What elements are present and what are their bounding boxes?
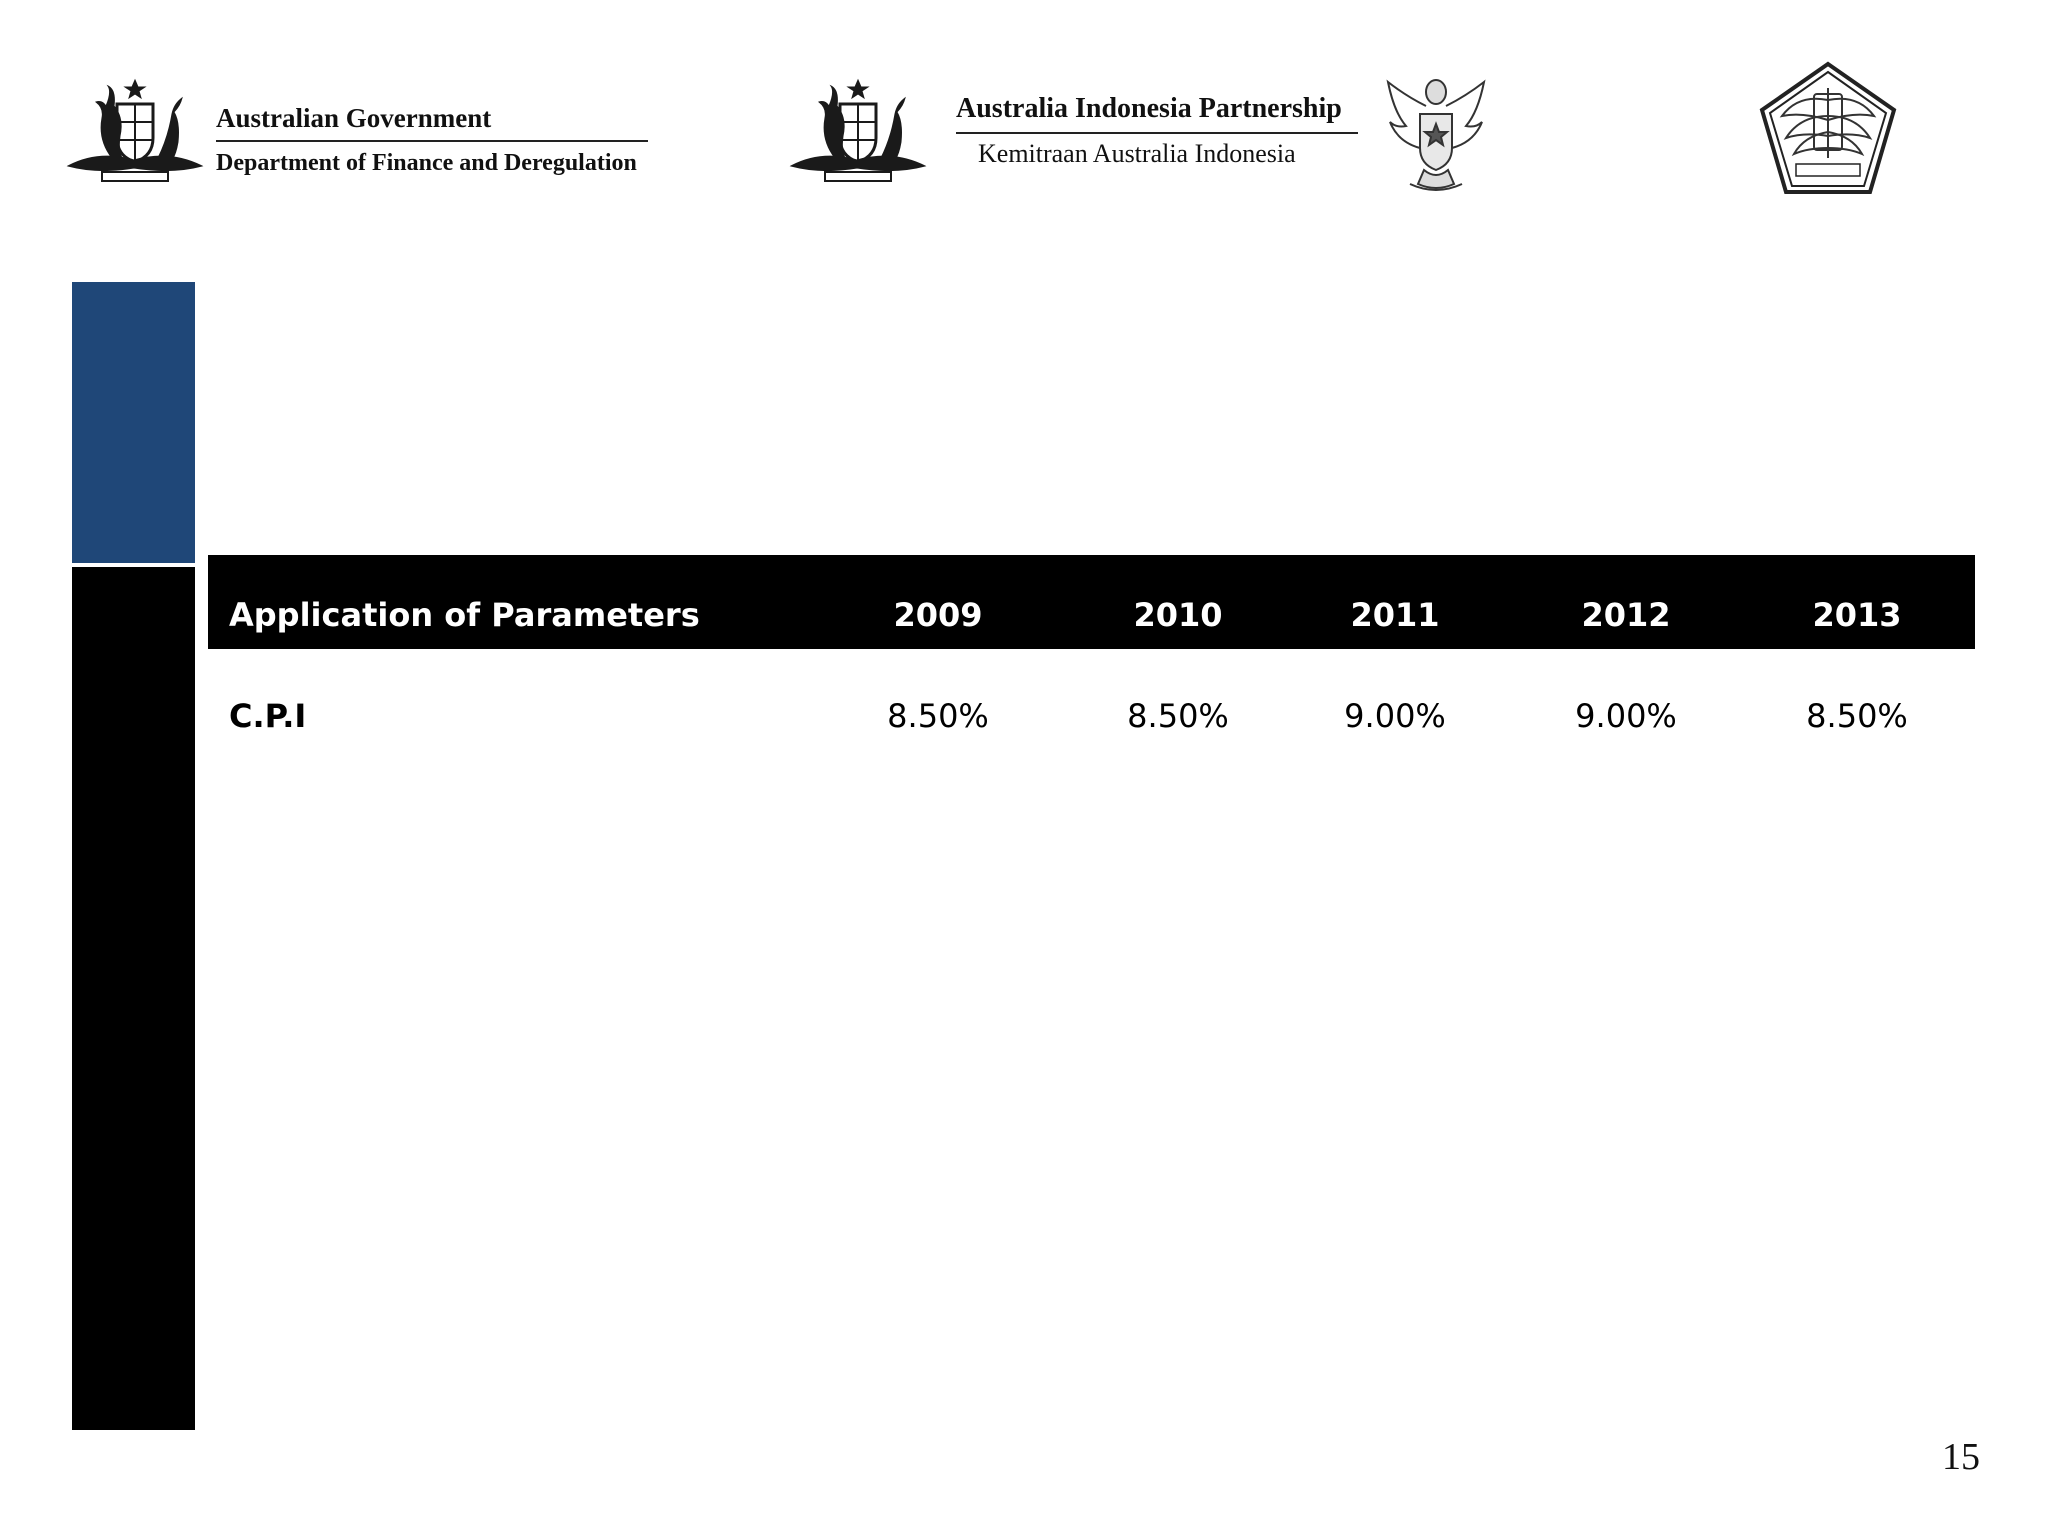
australian-coat-of-arms-icon (785, 76, 931, 184)
parameters-table (208, 555, 1975, 763)
column-header: 2011 (1350, 596, 1440, 634)
accent-bar-blue (72, 282, 195, 563)
ag-title: Australian Government (216, 102, 648, 142)
table-row (208, 669, 1975, 763)
ag-department: Department of Finance and Deregulation (216, 150, 637, 176)
garuda-pancasila-icon (1380, 74, 1492, 196)
column-header: 2009 (893, 596, 983, 634)
table-cell: 8.50% (1127, 697, 1229, 735)
australian-government-logo-text (216, 102, 648, 178)
aip-logo-text (956, 92, 1358, 170)
table-cell: 9.00% (1575, 697, 1677, 735)
aip-subtitle: Kemitraan Australia Indonesia (978, 139, 1296, 168)
column-header: 2013 (1812, 596, 1902, 634)
row-label: C.P.I (229, 697, 307, 735)
table-cell: 8.50% (887, 697, 989, 735)
australian-coat-of-arms-icon (62, 76, 208, 184)
ministry-of-finance-seal-icon (1758, 60, 1898, 200)
table-cell: 8.50% (1806, 697, 1908, 735)
column-header: 2012 (1581, 596, 1671, 634)
column-header: Application of Parameters (229, 596, 700, 634)
aip-title: Australia Indonesia Partnership (956, 92, 1358, 134)
column-header: 2010 (1133, 596, 1223, 634)
table-header-row (208, 555, 1975, 649)
table-cell: 9.00% (1344, 697, 1446, 735)
page-number: 15 (1942, 1436, 1980, 1478)
accent-bar-black (72, 567, 195, 1430)
page-header (0, 0, 2048, 230)
